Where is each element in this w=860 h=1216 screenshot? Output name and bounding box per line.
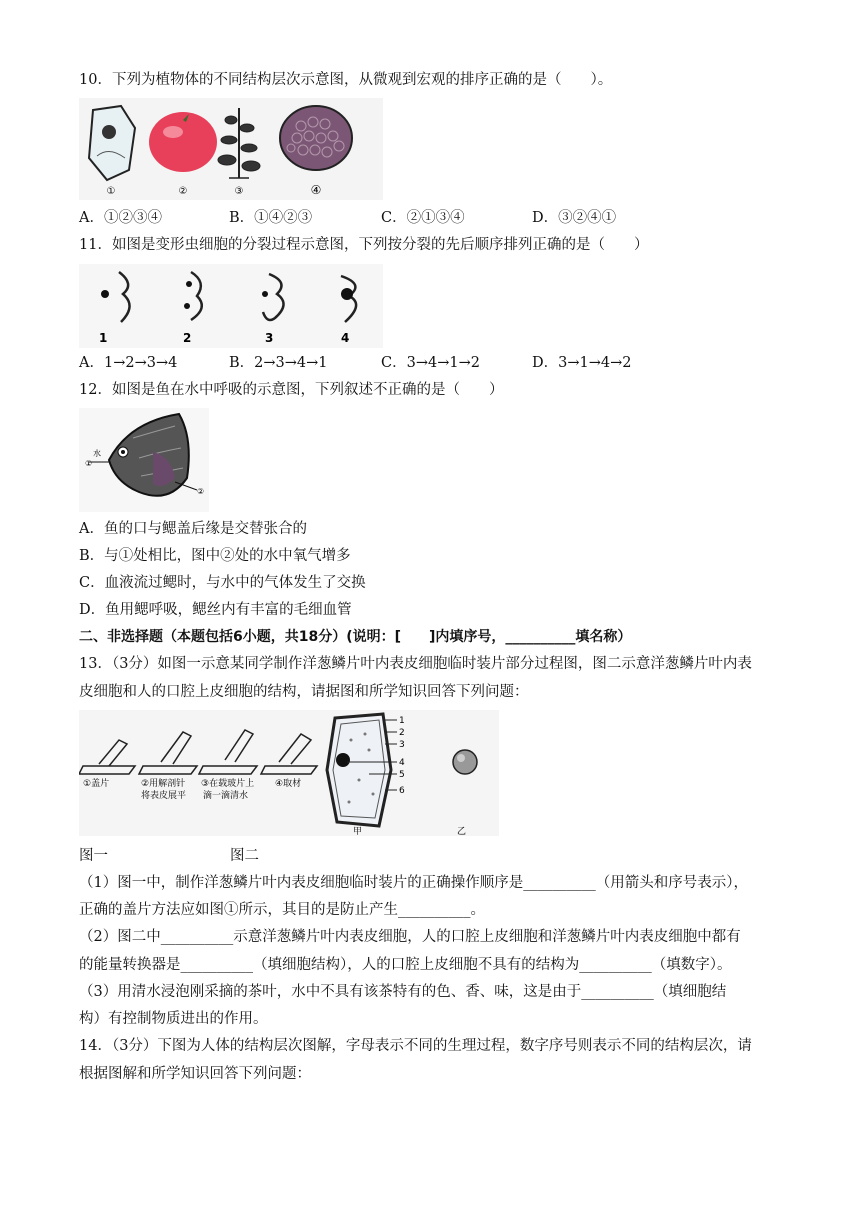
q10-figure — [79, 98, 383, 200]
q14-stem-line2: 根据图解和所学知识回答下列问题： — [79, 1066, 311, 1082]
tissue-illustration — [280, 106, 352, 170]
q10-label-1: ① — [106, 186, 116, 197]
step-4-label: ④取材 — [275, 779, 302, 789]
q11-stem: 11．如图是变形虫细胞的分裂过程示意图，下列按分裂的先后顺序排列正确的是（ ） — [79, 237, 649, 253]
cell-label-jia: 甲 — [353, 827, 363, 836]
q13-figure — [79, 710, 499, 836]
q11-label-3: 3 — [265, 331, 274, 345]
q12-label-1: ① — [85, 459, 93, 468]
q10-option-a: A．①②③④ — [79, 210, 162, 226]
q12-label-2: ② — [197, 487, 205, 496]
fig2-caption: 图二 — [230, 848, 259, 864]
q11-option-a: A．1→2→3→4 — [79, 355, 178, 371]
q10-label-2: ② — [178, 186, 188, 197]
q12-option-c: C．血液流过鳃时，与水中的气体发生了交换 — [79, 575, 366, 591]
step-1-label: ①盖片 — [83, 779, 110, 789]
q14-stem-line1: 14．（3分）下图为人体的结构层次图解，字母表示不同的生理过程，数字序号则表示不同的结构层次，请 — [79, 1038, 752, 1054]
fig1-caption: 图一 — [79, 848, 108, 864]
q13-part3-line1: （3）用清水浸泡刚采摘的茶叶，水中不具有该茶特有的色、香、味，这是由于__________（填细胞结 — [79, 984, 727, 1000]
step-3-label-line1: ③在载玻片上 — [201, 779, 255, 789]
q13-part2-line1: （2）图二中__________示意洋葱鳞片叶内表皮细胞，人的口腔上皮细胞和洋葱鳞片叶内表皮细胞中都有 — [79, 929, 741, 945]
cell-number-5: 5 — [399, 770, 405, 780]
q11-option-b: B．2→3→4→1 — [229, 355, 328, 371]
step-3-label-line2: 滴一滴清水 — [203, 791, 249, 801]
q10-label-4: ④ — [310, 183, 322, 197]
q10-option-c: C．②①③④ — [381, 210, 465, 226]
step-2-label-line1: ②用解剖针 — [141, 779, 186, 789]
tomato-illustration — [149, 112, 217, 172]
q11-label-2: 2 — [183, 331, 192, 345]
q11-figure — [79, 264, 383, 348]
q12-label-water: 水 — [93, 449, 101, 458]
q12-stem: 12．如图是鱼在水中呼吸的示意图，下列叙述不正确的是（ ） — [79, 382, 504, 398]
q13-part1-line2: 正确的盖片方法应如图①所示，其目的是防止产生__________。 — [79, 902, 485, 918]
q13-stem-line2: 皮细胞和人的口腔上皮细胞的结构，请据图和所学知识回答下列问题： — [79, 684, 529, 700]
q11-label-4: 4 — [341, 331, 350, 345]
q13-part1-line1: （1）图一中，制作洋葱鳞片叶内表皮细胞临时装片的正确操作顺序是__________（用箭头和序号表示）， — [79, 875, 748, 891]
q12-option-b: B．与①处相比，图中②处的水中氧气增多 — [79, 548, 351, 564]
q13-part3-line2: 构）有控制物质进出的作用。 — [79, 1011, 268, 1027]
cell-number-6: 6 — [399, 786, 405, 796]
q11-label-1: 1 — [99, 331, 108, 345]
step-2-label-line2: 将表皮展平 — [141, 791, 187, 801]
cell-number-1: 1 — [399, 716, 405, 726]
q12-option-a: A．鱼的口与鳃盖后缘是交替张合的 — [79, 521, 307, 537]
q13-stem-line1: 13．（3分）如图一示意某同学制作洋葱鳞片叶内表皮细胞临时装片部分过程图，图二示意洋葱鳞片叶内表 — [79, 656, 752, 672]
cell-number-3: 3 — [399, 740, 405, 750]
q10-option-d: D．③②④① — [532, 210, 617, 226]
cheek-cell-illustration — [453, 750, 477, 774]
cell-number-4: 4 — [399, 758, 405, 768]
cell-number-2: 2 — [399, 728, 405, 738]
q12-figure — [79, 408, 209, 512]
q10-stem: 10．下列为植物体的不同结构层次示意图，从微观到宏观的排序正确的是（ ）。 — [79, 72, 613, 88]
q10-label-3: ③ — [234, 186, 244, 197]
q12-option-d: D．鱼用鳃呼吸，鳃丝内有丰富的毛细血管 — [79, 602, 352, 618]
q11-option-c: C．3→4→1→2 — [381, 355, 480, 371]
section2-heading: 二、非选择题（本题包括6小题，共18分）(说明：[ ]内填序号，__________填名称） — [79, 629, 632, 645]
q11-option-d: D．3→1→4→2 — [532, 355, 632, 371]
cell-label-yi: 乙 — [457, 827, 467, 836]
q13-part2-line2: 的能量转换器是__________（填细胞结构），人的口腔上皮细胞不具有的结构为__________（填数字）。 — [79, 957, 732, 973]
q10-option-b: B．①④②③ — [229, 210, 313, 226]
